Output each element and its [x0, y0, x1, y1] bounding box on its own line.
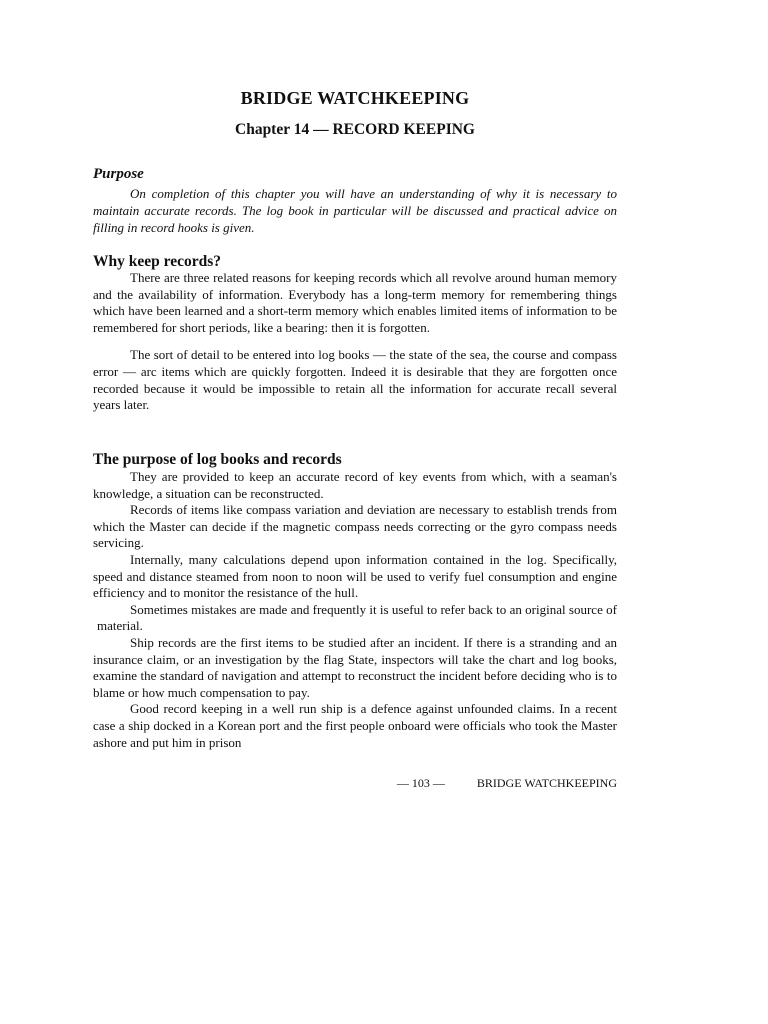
log-books-purpose-section [93, 469, 617, 751]
page-number: — 103 — [396, 776, 445, 790]
body-paragraph: Sometimes mistakes are made and frequently it is useful to refer back to an original source of material. [97, 601, 617, 634]
chapter-title: Chapter 14 — RECORD KEEPING [235, 121, 475, 138]
running-title: BRIDGE WATCHKEEPING [476, 776, 617, 790]
purpose-paragraph: On completion of this chapter you will have an understanding of why it is necessary to maintain accurate records. The log book in particular will be discussed and practical advice on filling in record hooks is given. [93, 186, 617, 235]
why-keep-records-section [93, 270, 617, 414]
page-footer [93, 776, 617, 791]
body-paragraph: Ship records are the first items to be studied after an incident. If there is a stranding and an insurance claim, or an investigation by the flag State, inspectors will take the chart and log books, examine the standard of navigation and attempt to reconstruct the incident before deciding who is to blame or how much compensation to pay. [93, 634, 617, 700]
document-title: BRIDGE WATCHKEEPING [240, 88, 470, 108]
body-paragraph: Good record keeping in a well run ship is a defence against unfounded claims. In a recent case a ship docked in a Korean port and the first people onboard were officials who took the Master ashore and put him in prison [93, 701, 617, 750]
log-books-purpose-heading: The purpose of log books and records [93, 451, 342, 468]
purpose-heading: Purpose [93, 166, 144, 182]
body-paragraph: There are three related reasons for keeping records which all revolve around human memory and the availability of information. Everybody has a long-term memory for remembering things which have been learned and a short-term memory which enables limited items of information to be remembered for short periods, like a bearing: then it is forgotten. [93, 270, 617, 335]
body-paragraph: Internally, many calculations depend upon information contained in the log. Specifically, speed and distance steamed from noon to noon will be used to verify fuel consumption and engine efficiency and to monitor the resistance of the hull. [93, 551, 617, 601]
body-paragraph: Records of items like compass variation and deviation are necessary to establish trends from which the Master can decide if the magnetic compass needs correcting or the gyro compass needs servicing. [93, 502, 617, 551]
body-paragraph: The sort of detail to be entered into log books — the state of the sea, the course and compass error — arc items which are quickly forgotten. Indeed it is desirable that they are forgotten once recorded because it would be impossible to retain all the information for accurate recall several years later. [93, 347, 617, 413]
body-paragraph: They are provided to keep an accurate record of key events from which, with a seaman's knowledge, a situation can be reconstructed. [93, 469, 617, 501]
why-keep-records-heading: Why keep records? [93, 253, 222, 270]
